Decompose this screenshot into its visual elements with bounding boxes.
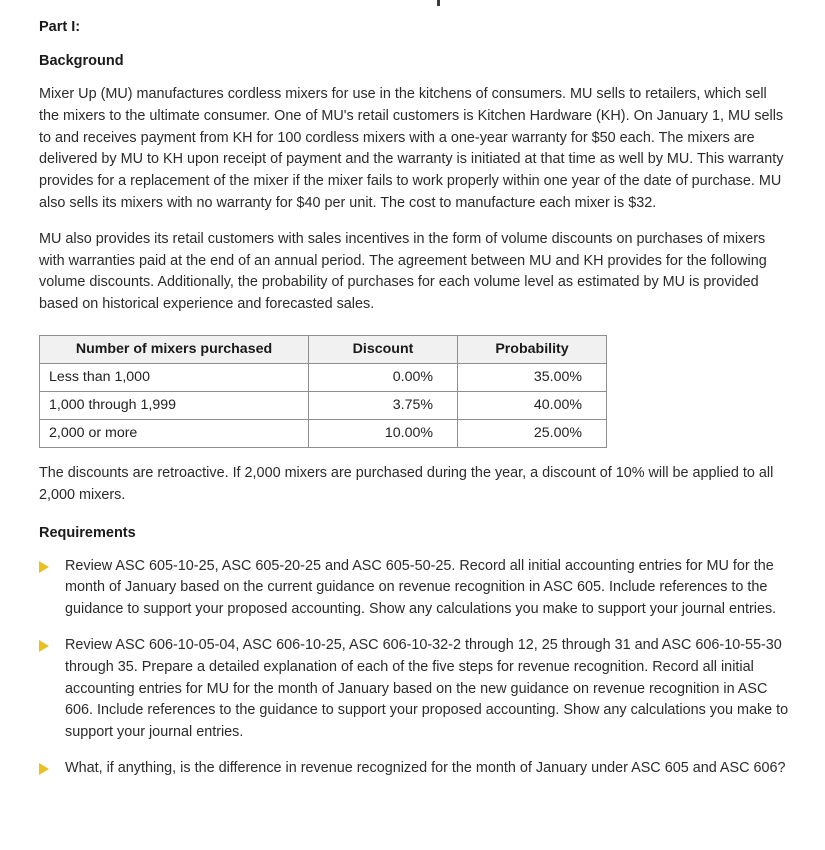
cell-discount: 0.00% <box>309 363 458 391</box>
cell-probability: 25.00% <box>458 419 607 447</box>
background-heading: Background <box>39 53 124 69</box>
column-header-probability: Probability <box>458 335 607 363</box>
requirements-heading: Requirements <box>39 524 136 541</box>
part-label: Part I: <box>39 19 81 35</box>
triangle-bullet-icon <box>39 763 49 775</box>
table-row <box>40 391 607 419</box>
triangle-bullet-icon <box>39 561 49 573</box>
cell-discount: 10.00% <box>309 419 458 447</box>
requirement-text: Review ASC 606-10-05-04, ASC 606-10-25, ASC 606-10-32-2 through 12, 25 through 31 and ASC 606-10-55-30 through 35. Prepare a detailed explanation of each of the five steps for revenue recognition. Record all initial accounting entries for MU for the month of January based on the new guidance on revenue recognition in ASC 606. Include references to the guidance to support your proposed accounting. Show any calculations you make to support your journal entries. <box>65 636 789 741</box>
cell-discount: 3.75% <box>309 391 458 419</box>
cropped-text-artifact <box>437 0 440 6</box>
requirement-text: What, if anything, is the difference in revenue recognized for the month of January under ASC 605 and ASC 606? <box>65 759 786 776</box>
column-header-mixers: Number of mixers purchased <box>40 335 309 363</box>
cell-mixers: 1,000 through 1,999 <box>40 391 309 419</box>
requirements-list <box>39 542 790 780</box>
background-paragraph-1: Mixer Up (MU) manufactures cordless mixers for use in the kitchens of consumers. MU sells to retailers, which sell the mixers to the ultimate consumer. One of MU's retail customers is Kitchen Hardware (KH). On January 1, MU sells to and receives payment from KH for 100 cordless mixers with a one-year warranty for $50 each. The mixers are delivered by MU to KH upon receipt of payment and the warranty is initiated at that time as well by MU. This warranty provides for a replacement of the mixer if the mixer fails to work properly within one year of the date of purchase. MU also sells its mixers with no warranty for $40 per unit. The cost to manufacture each mixer is $32. <box>39 86 784 211</box>
retroactive-discount-note: The discounts are retroactive. If 2,000 mixers are purchased during the year, a discount of 10% will be applied to all 2,000 mixers. <box>39 464 774 503</box>
table-row <box>40 419 607 447</box>
cell-mixers: Less than 1,000 <box>40 363 309 391</box>
column-header-discount: Discount <box>309 335 458 363</box>
list-item <box>39 744 790 780</box>
volume-discount-table <box>39 335 607 448</box>
cell-mixers: 2,000 or more <box>40 419 309 447</box>
background-paragraph-2: MU also provides its retail customers with sales incentives in the form of volume discounts on purchases of mixers with warranties paid at the end of an annual period. The agreement between MU and KH provides for the following volume discounts. Additionally, the probability of purchases for each volume level as estimated by MU is provided based on historical experience and forecasted sales. <box>39 230 767 313</box>
cell-probability: 40.00% <box>458 391 607 419</box>
requirement-text: Review ASC 605-10-25, ASC 605-20-25 and ASC 605-50-25. Record all initial accounting entries for MU for the month of January based on the current guidance on revenue recognition in ASC 605. Include references to the guidance to support your proposed accounting. Show any calculations you make to support your journal entries. <box>65 557 777 618</box>
triangle-bullet-icon <box>39 640 49 652</box>
table-header-row <box>40 335 607 363</box>
cell-probability: 35.00% <box>458 363 607 391</box>
table-row <box>40 363 607 391</box>
list-item <box>39 542 790 621</box>
list-item <box>39 621 790 744</box>
